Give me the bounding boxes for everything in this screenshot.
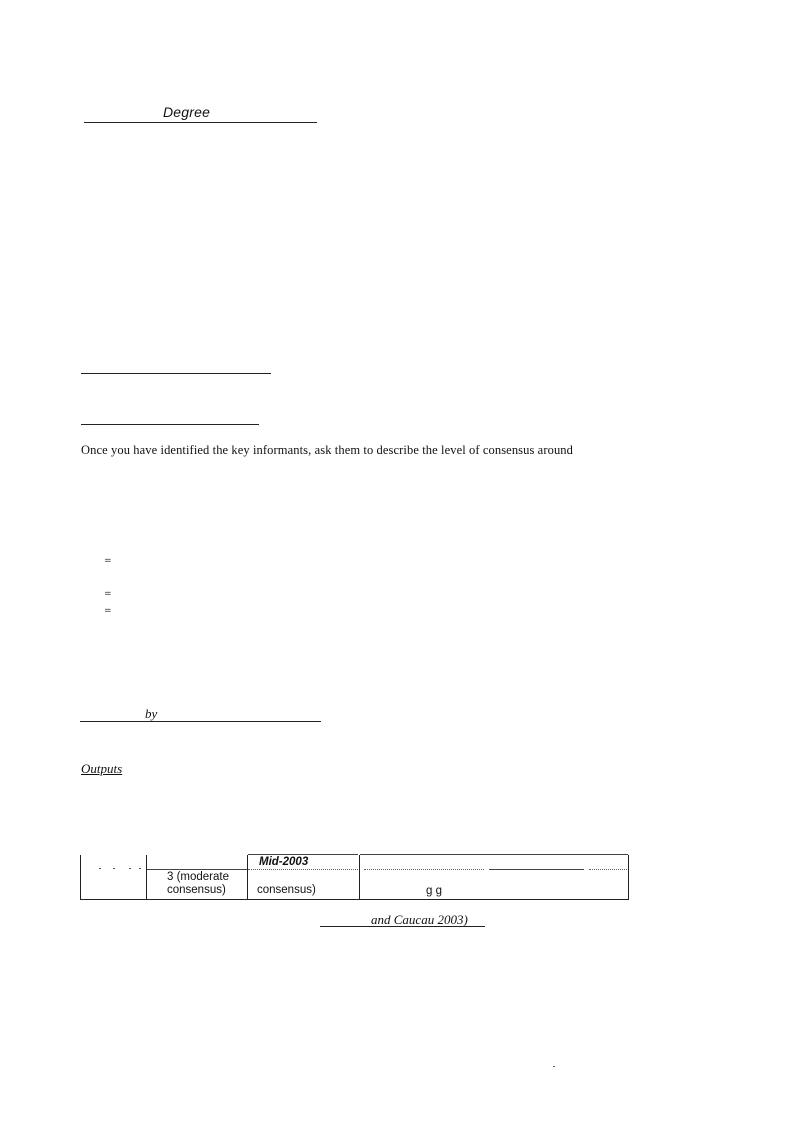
heading-rule-4 — [80, 721, 321, 722]
consensus-table — [80, 855, 629, 900]
scan-dot — [139, 868, 141, 869]
header-dotted-line — [364, 869, 484, 870]
caption-rule — [320, 926, 485, 927]
table-cell-score-desc: consensus) — [167, 884, 226, 896]
table-header-mid-2003: Mid-2003 — [259, 856, 309, 868]
heading-rule-3 — [81, 424, 259, 425]
scan-dot — [99, 868, 101, 869]
bullet-marker: = — [104, 606, 112, 616]
table-cell-consensus: consensus) — [257, 884, 316, 896]
heading-rule-2 — [81, 373, 271, 374]
table-caption: and Caucau 2003) — [371, 912, 468, 927]
table-col-divider — [359, 855, 360, 899]
header-line — [360, 854, 628, 855]
body-paragraph: Once you have identified the key informants, ask them to describe the level of consensus around — [81, 443, 573, 457]
header-line — [489, 869, 584, 870]
section-heading-by: by — [145, 706, 158, 721]
bullet-marker: = — [104, 556, 112, 566]
table-cell-fragment: g g — [426, 885, 442, 897]
table-col-divider — [146, 855, 147, 899]
scan-mark — [553, 1066, 555, 1067]
bullet-marker: = — [104, 589, 112, 599]
section-heading-degree: Degree — [163, 104, 211, 120]
table-cell-score: 3 (moderate — [167, 871, 230, 883]
table-col-divider — [247, 855, 248, 899]
scan-dot — [129, 868, 131, 869]
heading-rule-1 — [84, 122, 317, 123]
header-dotted-line — [248, 869, 358, 870]
header-dotted-line — [589, 869, 627, 870]
outputs-label: Outputs — [81, 761, 123, 776]
header-line — [147, 869, 247, 870]
header-line — [248, 854, 358, 855]
scan-dot — [113, 868, 115, 869]
